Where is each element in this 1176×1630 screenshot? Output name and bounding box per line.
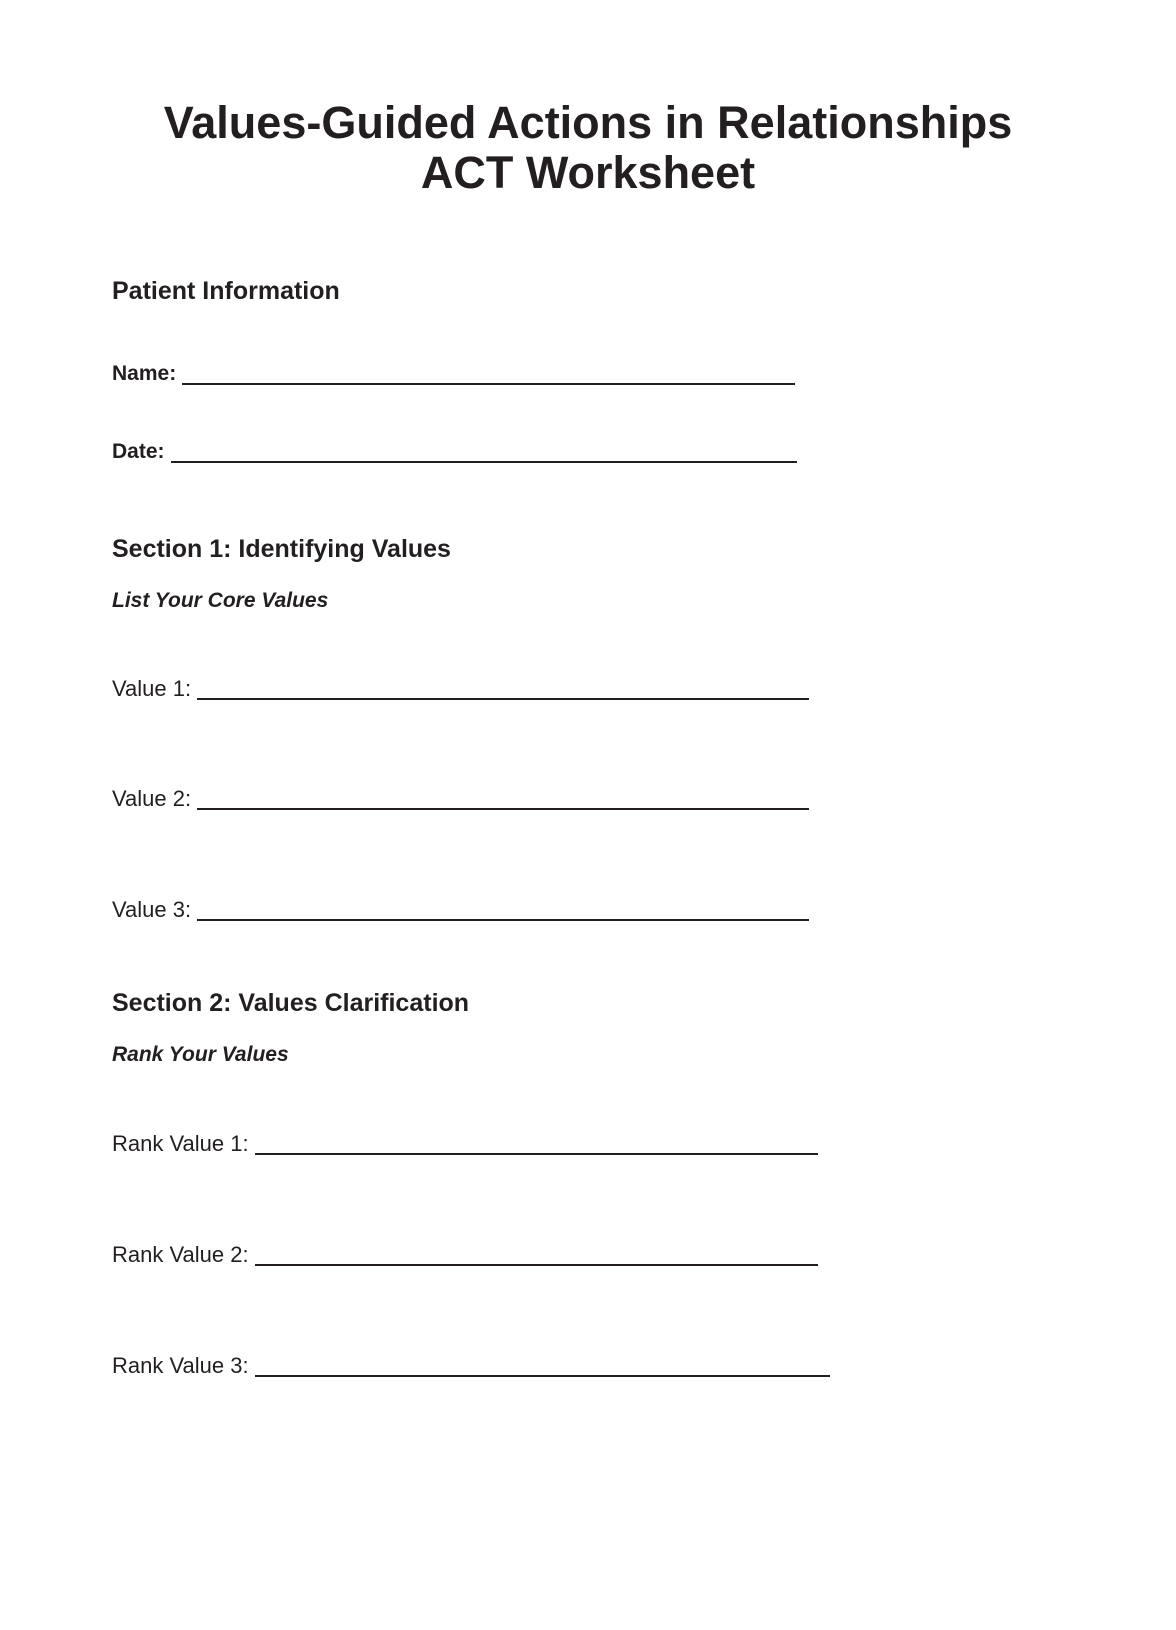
value-2-field bbox=[112, 785, 809, 813]
value-1-field bbox=[112, 675, 809, 703]
page-title-line-2: ACT Worksheet bbox=[420, 147, 756, 198]
rank-value-1-blank-line[interactable] bbox=[255, 1131, 818, 1155]
value-1-label: Value 1: bbox=[112, 676, 192, 701]
section-1-heading: Section 1: Identifying Values bbox=[112, 535, 451, 563]
rank-value-3-label: Rank Value 3: bbox=[112, 1353, 249, 1378]
value-3-blank-line[interactable] bbox=[197, 897, 809, 921]
date-label: Date: bbox=[112, 440, 165, 463]
name-field bbox=[112, 360, 795, 388]
value-2-blank-line[interactable] bbox=[197, 786, 809, 810]
rank-value-2-label: Rank Value 2: bbox=[112, 1242, 249, 1267]
rank-value-1-label: Rank Value 1: bbox=[112, 1131, 249, 1156]
value-2-label: Value 2: bbox=[112, 786, 192, 811]
value-3-field bbox=[112, 896, 809, 924]
page-title-line-1: Values-Guided Actions in Relationships bbox=[163, 97, 1013, 148]
date-field bbox=[112, 438, 797, 466]
name-label: Name: bbox=[112, 362, 177, 385]
section-1-subheading: List Your Core Values bbox=[112, 589, 329, 612]
value-1-blank-line[interactable] bbox=[197, 676, 809, 700]
rank-value-3-field bbox=[112, 1352, 830, 1380]
value-3-label: Value 3: bbox=[112, 897, 192, 922]
rank-value-1-field bbox=[112, 1130, 818, 1158]
rank-value-2-blank-line[interactable] bbox=[255, 1242, 818, 1266]
rank-value-2-field bbox=[112, 1241, 818, 1269]
name-blank-line[interactable] bbox=[182, 361, 795, 385]
patient-information-heading: Patient Information bbox=[112, 277, 340, 305]
date-blank-line[interactable] bbox=[171, 439, 797, 463]
section-2-heading: Section 2: Values Clarification bbox=[112, 989, 470, 1017]
rank-value-3-blank-line[interactable] bbox=[255, 1353, 830, 1377]
section-2-subheading: Rank Your Values bbox=[112, 1043, 289, 1066]
